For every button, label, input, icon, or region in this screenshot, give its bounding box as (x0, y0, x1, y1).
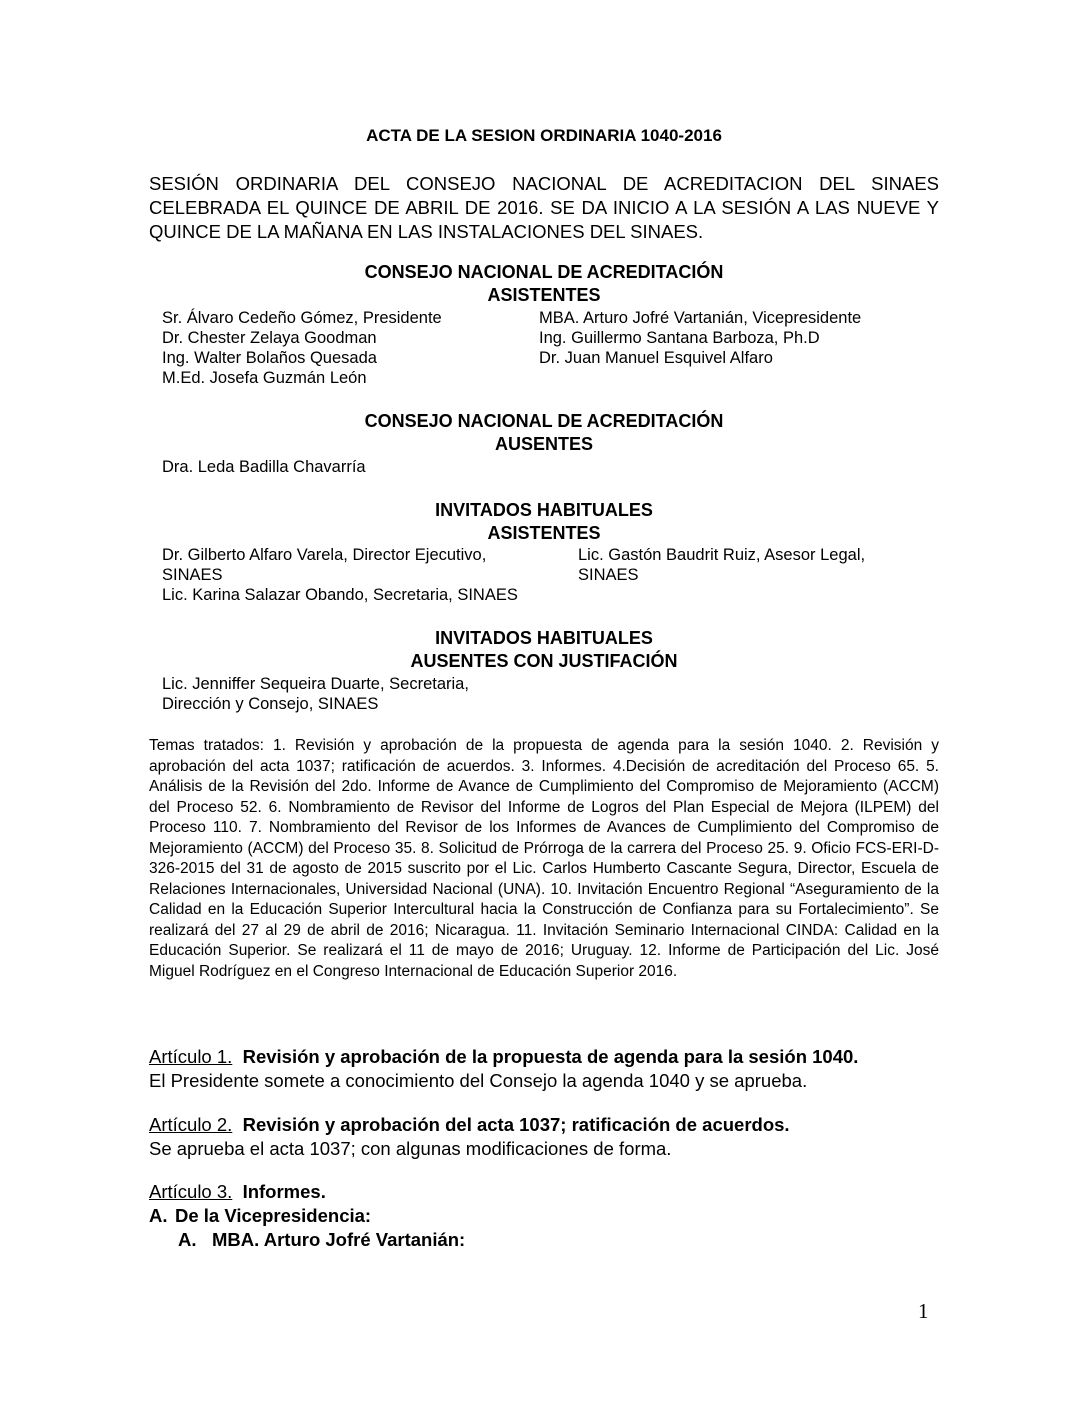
document-title: ACTA DE LA SESION ORDINARIA 1040-2016 (366, 126, 722, 145)
attendees-left-column (162, 308, 442, 388)
section-heading-line: INVITADOS HABITUALES (435, 628, 653, 648)
article-heading: Revisión y aprobación de la propuesta de agenda para la sesión 1040. (242, 1046, 859, 1067)
list-marker: A. (178, 1229, 197, 1250)
article-label: Artículo 1. (149, 1046, 233, 1067)
article-heading: Revisión y aprobación del acta 1037; ratificación de acuerdos. (242, 1114, 790, 1135)
article-1 (149, 1045, 939, 1093)
section-heading-line: ASISTENTES (487, 523, 601, 543)
guest-affiliation: SINAES (162, 566, 223, 584)
section-heading-line: AUSENTES CON JUSTIFACIÓN (410, 651, 678, 671)
section-heading-invitados-asistentes (149, 499, 939, 545)
attendees-right-column (539, 308, 861, 368)
article-body: El Presidente somete a conocimiento del Consejo la agenda 1040 y se aprueba. (149, 1070, 808, 1091)
attendee-name: Ing. Guillermo Santana Barboza, Ph.D (539, 329, 820, 347)
absentee-name: Dra. Leda Badilla Chavarría (162, 458, 366, 476)
excused-guest-name: Lic. Jenniffer Sequeira Duarte, Secretaria, (162, 675, 469, 693)
article-3 (149, 1180, 939, 1252)
section-heading-invitados-ausentes (149, 627, 939, 673)
article-heading: Informes. (242, 1181, 326, 1202)
section-heading-consejo-asistentes (149, 261, 939, 307)
topics-paragraph: Temas tratados: 1. Revisión y aprobación de la propuesta de agenda para la sesión 1040. 2. Revisión y aprobación del acta 1037; ratificación de acuerdos. 3. Informes. 4.Decisión de acreditación del Proceso 65. 5. Análisis de la Revisión del 2do. Informe de Avance de Cumplimiento del Compromiso de Mejoramiento (ACCM) del Proceso 52. 6. Nombramiento de Revisor del Informe de Logros del Plan Especial de Mejora (ILPEM) del Proceso 110. 7. Nombramiento del Revisor de los Informes de Avances de Cumplimiento del Compromiso de Mejoramiento (ACCM) del Proceso 35. 8. Solicitud de Prórroga de la carrera del Proceso 25. 9. Oficio FCS-ERI-D-326-2015 del 31 de agosto de 2015 suscrito por el Lic. Carlos Humberto Cascante Segura, Director, Escuela de Relaciones Internacionales, Universidad Nacional (UNA). 10. Invitación Encuentro Regional “Aseguramiento de la Calidad en la Educación Superior Intercultural hacia la Construcción de Confianza para su Fortalecimiento”. Se realizará del 27 al 29 de abril de 2016; Nicaragua. 11. Invitación Seminario Internacional CINDA: Calidad en la Educación Superior. Se realizará el 11 de mayo de 2016; Uruguay. 12. Informe de Participación del Lic. José Miguel Rodríguez en el Congreso Internacional de Educación Superior 2016. (149, 737, 939, 980)
section-heading-line: AUSENTES (494, 434, 593, 454)
guest-name: Lic. Karina Salazar Obando, Secretaria, SINAES (162, 586, 518, 604)
guest-name: Dr. Gilberto Alfaro Varela, Director Ejecutivo, (162, 546, 487, 564)
list-marker: A. (149, 1205, 168, 1226)
guest-affiliation: SINAES (578, 566, 639, 584)
list-item-text: MBA. Arturo Jofré Vartanián: (212, 1229, 466, 1250)
absentees-column (162, 457, 366, 477)
article-2 (149, 1113, 939, 1161)
guest-name: Lic. Gastón Baudrit Ruiz, Asesor Legal, (578, 546, 866, 564)
section-heading-line: CONSEJO NACIONAL DE ACREDITACIÓN (364, 262, 724, 282)
attendee-name: Ing. Walter Bolaños Quesada (162, 349, 377, 367)
article-label: Artículo 3. (149, 1181, 233, 1202)
article-body: Se aprueba el acta 1037; con algunas modificaciones de forma. (149, 1138, 672, 1159)
attendee-name: MBA. Arturo Jofré Vartanián, Vicepresidente (539, 309, 862, 327)
session-intro: SESIÓN ORDINARIA DEL CONSEJO NACIONAL DE ACREDITACION DEL SINAES CELEBRADA EL QUINCE DE ABRIL DE 2016. SE DA INICIO A LA SESIÓN A LAS NUEVE Y QUINCE DE LA MAÑANA EN LAS INSTALACIONES DEL SINAES. (149, 173, 939, 242)
attendee-name: Sr. Álvaro Cedeño Gómez, Presidente (162, 309, 442, 327)
guests-left-column (162, 545, 557, 605)
guests-right-column (578, 545, 926, 585)
list-item (149, 1204, 939, 1228)
section-heading-consejo-ausentes (149, 410, 939, 456)
attendee-name: Dr. Juan Manuel Esquivel Alfaro (539, 349, 773, 367)
excused-guests-column (162, 674, 557, 714)
list-item-text: De la Vicepresidencia: (175, 1205, 372, 1226)
attendee-name: Dr. Chester Zelaya Goodman (162, 329, 377, 347)
section-heading-line: CONSEJO NACIONAL DE ACREDITACIÓN (364, 411, 724, 431)
section-heading-line: ASISTENTES (487, 285, 601, 305)
article-label: Artículo 2. (149, 1114, 233, 1135)
page-number: 1 (918, 1299, 929, 1323)
list-subitem (149, 1228, 939, 1252)
attendee-name: M.Ed. Josefa Guzmán León (162, 369, 367, 387)
section-heading-line: INVITADOS HABITUALES (435, 500, 653, 520)
excused-guest-affiliation: Dirección y Consejo, SINAES (162, 695, 379, 713)
